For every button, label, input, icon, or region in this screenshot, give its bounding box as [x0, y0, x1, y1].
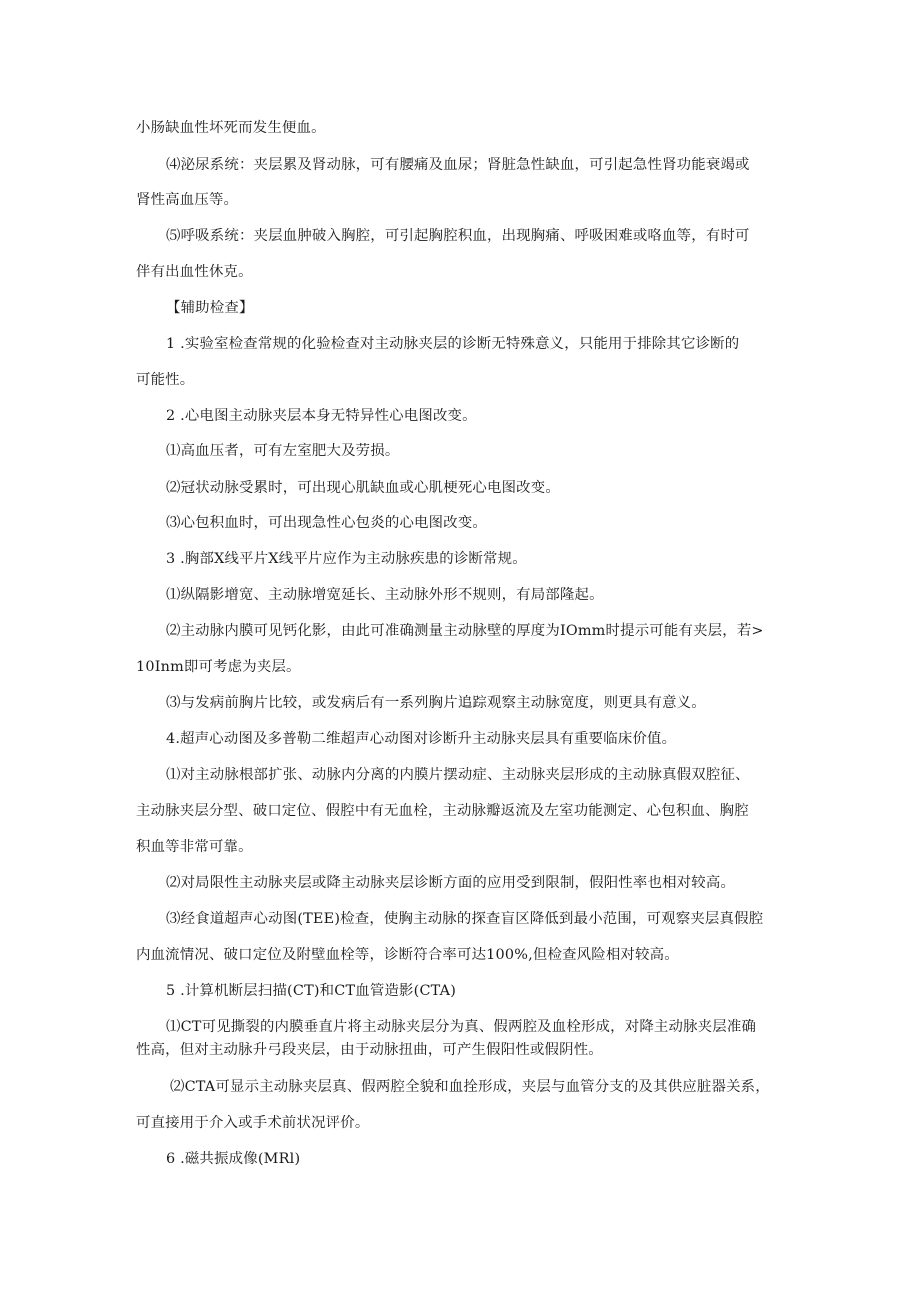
text-line: ⑴高血压者，可有左室肥大及劳损。 [166, 443, 400, 459]
section-heading: 【辅助检查】 [166, 300, 254, 316]
text-line: ⑵主动脉内膜可见钙化影，由此可准确测量主动脉壁的厚度为IOmm时提示可能有夹层，若> [166, 623, 764, 639]
text-line: ⑴纵隔影增宽、主动脉增宽延长、主动脉外形不规则，有局部隆起。 [166, 587, 604, 603]
text-line: 小肠缺血性坏死而发生便血。 [136, 120, 326, 136]
text-line: ⑵对局限性主动脉夹层或降主动脉夹层诊断方面的应用受到限制，假阳性率也相对较高。 [166, 875, 736, 891]
text-line: ⑶与发病前胸片比较，或发病后有一系列胸片追踪观察主动脉宽度，则更具有意义。 [166, 695, 706, 711]
text-line: 可能性。 [136, 372, 195, 388]
text-line: 伴有出血性休克。 [136, 264, 253, 280]
text-line: ⑷泌尿系统：夹层累及肾动脉，可有腰痛及血尿；肾脏急性缺血，可引起急性肾功能衰竭或 [166, 157, 750, 173]
text-line: ⑵冠状动脉受累时，可出现心肌缺血或心肌梗死心电图改变。 [166, 480, 560, 496]
text-line: ⑶经食道超声心动图(TEE)检查，使胸主动脉的探查盲区降低到最小范围，可观察夹层真假腔 [166, 911, 764, 927]
text-line: 积血等非常可靠。 [136, 839, 253, 855]
text-line: 5 .计算机断层扫描(CT)和CT血管造影(CTA) [166, 983, 457, 999]
text-line: 可直接用于介入或手术前状况评价。 [136, 1115, 370, 1131]
text-line: ⑶心包积血时，可出现急性心包炎的心电图改变。 [166, 515, 487, 531]
text-line: ⑵CTA可显示主动脉夹层真、假两腔全貌和血拴形成，夹层与血管分支的及其供应脏器关系， [170, 1079, 770, 1095]
text-line: 4.超声心动图及多普勒二维超声心动图对诊断升主动脉夹层具有重要临床价值。 [166, 731, 677, 747]
text-line: ⑴对主动脉根部扩张、动脉内分离的内膜片摆动症、主动脉夹层形成的主动脉真假双腔征、 [166, 767, 750, 783]
text-line: 内血流情况、破口定位及附壁血栓等，诊断符合率可达100%,但检查风险相对较高。 [136, 947, 679, 963]
text-line: 10Inm即可考虑为夹层。 [136, 659, 301, 675]
text-line: 1 .实验室检查常规的化验检查对主动脉夹层的诊断无特殊意义，只能用于排除其它诊断的 [166, 336, 740, 352]
text-line: 主动脉夹层分型、破口定位、假腔中有无血栓，主动脉瓣返流及左室功能测定、心包积血、胸腔 [136, 803, 749, 819]
text-line: 2 .心电图主动脉夹层本身无特异性心电图改变。 [166, 408, 477, 424]
text-line: ⑴CT可见撕裂的内膜垂直片将主动脉夹层分为真、假两腔及血栓形成，对降主动脉夹层准确 [166, 1019, 757, 1035]
text-line: 性高，但对主动脉升弓段夹层，由于动脉扭曲，可产生假阳性或假阴性。 [136, 1042, 603, 1058]
text-line: 6 .磁共振成像(MRl) [166, 1151, 301, 1167]
text-line: 3 .胸部X线平片X线平片应作为主动脉疾患的诊断常规。 [166, 551, 527, 567]
text-line: 肾性高血压等。 [136, 192, 239, 208]
text-line: ⑸呼吸系统：夹层血肿破入胸腔，可引起胸腔积血，出现胸痛、呼吸困难或咯血等，有时可 [166, 228, 750, 244]
